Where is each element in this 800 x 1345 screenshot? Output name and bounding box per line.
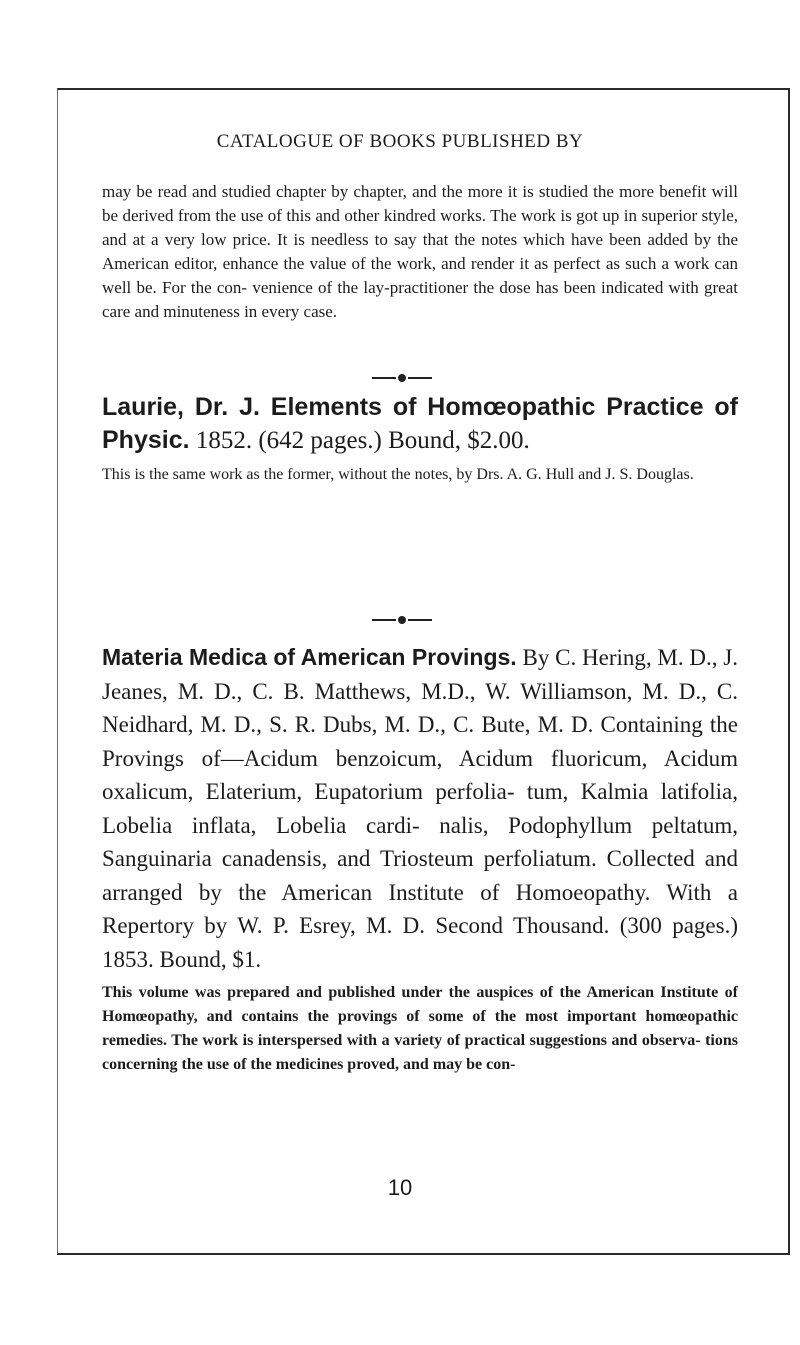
laurie-entry-heading	[102, 391, 738, 457]
materia-entry-title: Materia Medica of American Provings.	[102, 644, 517, 670]
materia-entry-heading	[102, 641, 738, 976]
laurie-entry-details: 1852. (642 pages.) Bound, $2.00.	[195, 427, 530, 454]
laurie-entry-description: This is the same work as the former, without the notes, by Drs. A. G. Hull and J. S. Douglas.	[102, 466, 694, 483]
materia-entry-description: This volume was prepared and published under the auspices of the American Institute of Homœopathy, and contains the provings of some of the most important homœopathic remedies. The work is interspersed with a variety of practical suggestions and observa- tions concerning the use of the medicines proved, and may be con-	[102, 984, 738, 1073]
section-divider-ornament	[372, 374, 432, 382]
running-head: CATALOGUE OF BOOKS PUBLISHED BY	[216, 131, 584, 152]
page-number: 10	[387, 1175, 413, 1200]
section-divider-ornament	[372, 616, 432, 624]
intro-paragraph: may be read and studied chapter by chapter, and the more it is studied the more benefit will be derived from the use of this and other kindred works. The work is got up in superior style, and at a very low price. It is needless to say that the notes which have been added by the American editor, enhance the value of the work, and render it as perfect as such a work can well be. For the con- venience of the lay-practitioner the dose has been indicated with great care and minuteness in every case.	[102, 182, 738, 321]
laurie-entry-title: Laurie, Dr. J. Elements of Homœopathic Practice of Physic.	[102, 393, 738, 454]
materia-entry-details: By C. Hering, M. D., J. Jeanes, M. D., C. B. Matthews, M.D., W. Williamson, M. D., C. Neidhard, M. D., S. R. Dubs, M. D., C. Bute, M. D. Containing the Provings of—Acidum benzoicum, Acidum fluoricum, Acidum oxalicum, Elaterium, Eupatorium perfolia- tum, Kalmia latifolia, Lobelia inflata, Lobelia cardi- nalis, Podophyllum peltatum, Sanguinaria canadensis, and Triosteum perfoliatum. Collected and arranged by the American Institute of Homoeopathy. With a Repertory by W. P. Esrey, M. D. Second Thousand. (300 pages.) 1853. Bound, $1.	[102, 645, 738, 972]
